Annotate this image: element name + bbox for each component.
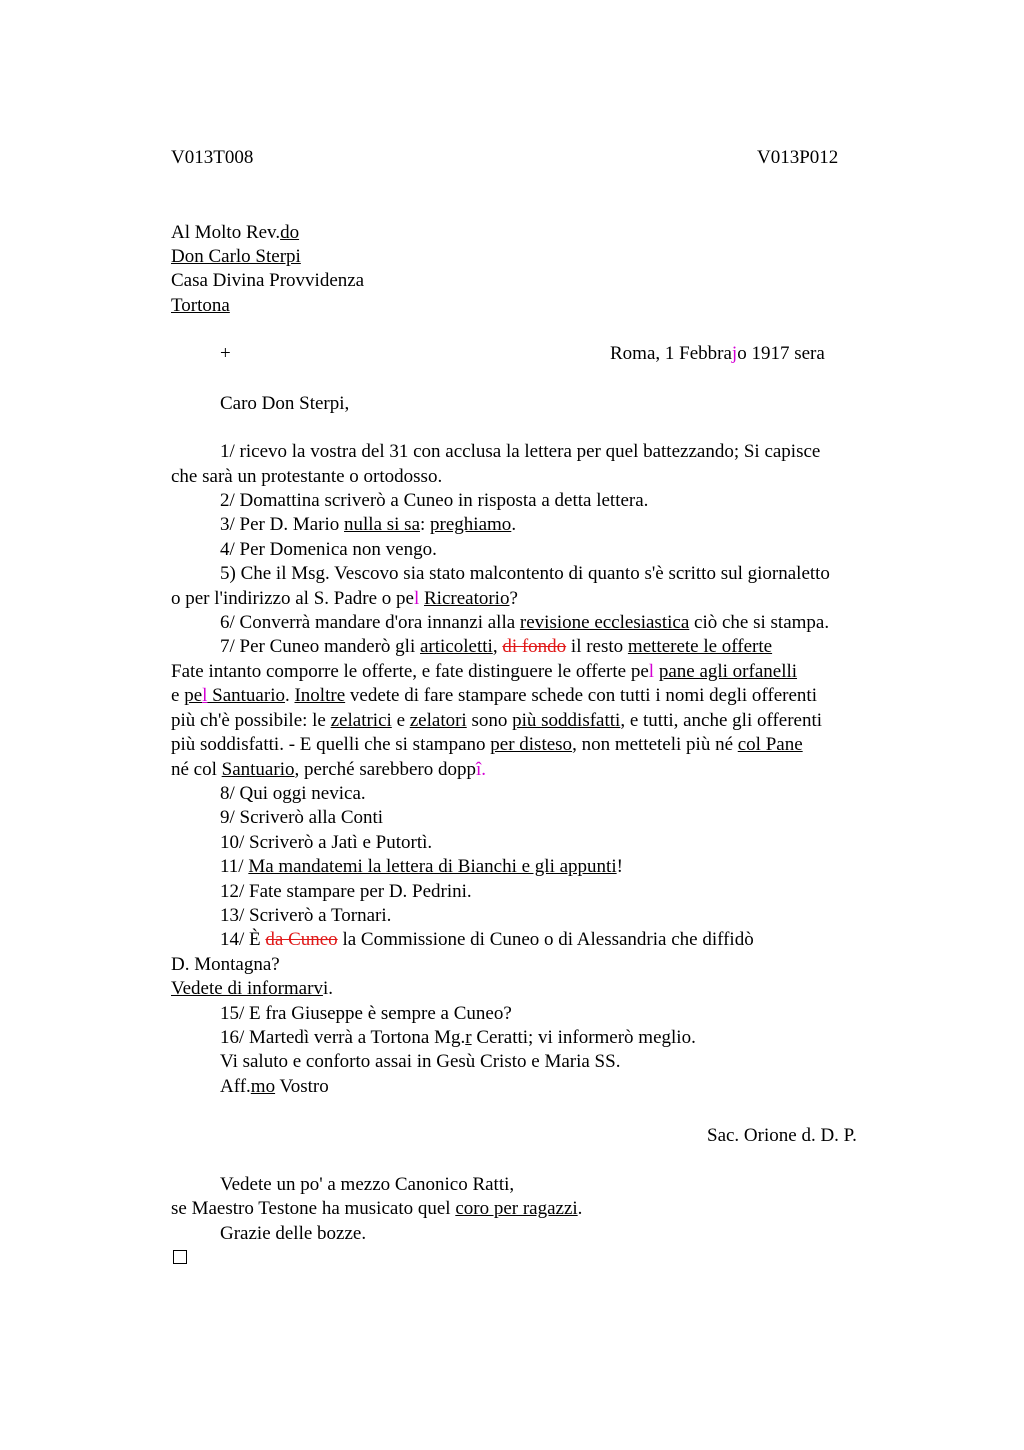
header-left-code: V013T008	[171, 147, 254, 168]
item-7-line-d: più ch'è possibile: le zelatrici e zelatori sono più soddisfatti, e tutti, anche gli offerenti	[171, 710, 823, 731]
item-1-line-a: 1/ ricevo la vostra del 31 con acclusa la lettera per quel battezzando; Si capisce	[220, 441, 821, 462]
item-2: 2/ Domattina scriverò a Cuneo in risposta a detta lettera.	[220, 490, 649, 511]
postscript-line-1: Vedete un po' a mezzo Canonico Ratti,	[220, 1174, 515, 1195]
item-14-line-c: Vedete di informarvi.	[171, 978, 333, 999]
item-10: 10/ Scriverò a Jatì e Putortì.	[220, 832, 433, 853]
item-1-line-b: che sarà un protestante o ortodosso.	[171, 466, 443, 487]
cross-mark: +	[220, 343, 231, 364]
item-7-line-a: 7/ Per Cuneo manderò gli articoletti, di fondo il resto metterete le offerte	[220, 636, 773, 657]
postscript-line-3: Grazie delle bozze.	[220, 1223, 367, 1244]
item-8: 8/ Qui oggi nevica.	[220, 783, 366, 804]
address-line-1: Al Molto Rev.do	[171, 222, 300, 243]
item-7-line-b: Fate intanto comporre le offerte, e fate distinguere le offerte pel pane agli orfanelli	[171, 661, 798, 682]
item-16: 16/ Martedì verrà a Tortona Mg.r Ceratti; vi informerò meglio.	[220, 1027, 696, 1048]
item-14-line-b: D. Montagna?	[171, 954, 280, 975]
postscript-line-2: se Maestro Testone ha musicato quel coro per ragazzi.	[171, 1198, 583, 1219]
item-15: 15/ E fra Giuseppe è sempre a Cuneo?	[220, 1003, 512, 1024]
signature: Sac. Orione d. D. P.	[707, 1125, 857, 1146]
item-4: 4/ Per Domenica non vengo.	[220, 539, 437, 560]
item-7-line-c: e pel Santuario. Inoltre vedete di fare stampare schede con tutti i nomi degli offerenti	[171, 685, 817, 706]
item-9: 9/ Scriverò alla Conti	[220, 807, 384, 828]
address-line-4: Tortona	[171, 295, 230, 316]
closing-affmo: Aff.mo Vostro	[220, 1076, 329, 1097]
closing-greeting: Vi saluto e conforto assai in Gesù Cristo e Maria SS.	[220, 1051, 621, 1072]
item-12: 12/ Fate stampare per D. Pedrini.	[220, 881, 472, 902]
address-line-2: Don Carlo Sterpi	[171, 246, 301, 267]
item-14-line-a: 14/ È da Cuneo la Commissione di Cuneo o di Alessandria che diffidò	[220, 929, 754, 950]
item-13: 13/ Scriverò a Tornari.	[220, 905, 392, 926]
address-line-3: Casa Divina Provvidenza	[171, 270, 365, 291]
item-5-line-a: 5) Che il Msg. Vescovo sia stato malcontento di quanto s'è scritto sul giornaletto	[220, 563, 830, 584]
item-3: 3/ Per D. Mario nulla si sa: preghiamo.	[220, 514, 517, 535]
item-7-line-e: più soddisfatti. - E quelli che si stampano per disteso, non metteteli più né col Pane	[171, 734, 803, 755]
item-11: 11/ Ma mandatemi la lettera di Bianchi e gli appunti!	[220, 856, 623, 877]
place-date: Roma, 1 Febbrajo 1917 sera	[610, 343, 825, 364]
item-6: 6/ Converrà mandare d'ora innanzi alla revisione ecclesiastica ciò che si stampa.	[220, 612, 830, 633]
item-5-line-b: o per l'indirizzo al S. Padre o pel Ricreatorio?	[171, 588, 518, 609]
item-7-line-f: né col Santuario, perché sarebbero doppî.	[171, 759, 486, 780]
header-right-code: V013P012	[757, 147, 839, 168]
greeting: Caro Don Sterpi,	[220, 393, 350, 414]
end-box-icon	[173, 1250, 187, 1264]
